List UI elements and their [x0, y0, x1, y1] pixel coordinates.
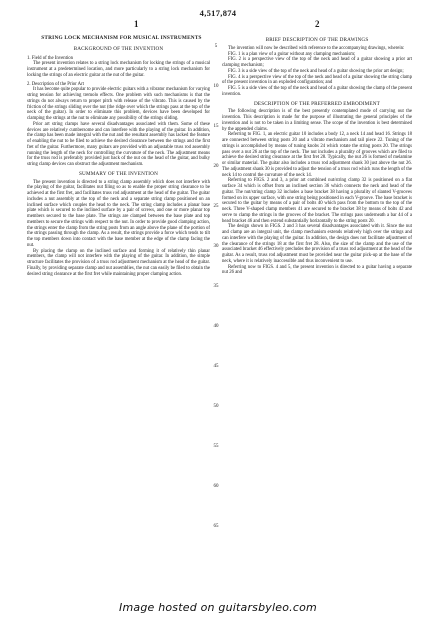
- watermark: Image hosted on guitarsbyleo.com: [119, 601, 317, 614]
- paragraph: The following description is of the best presently contemplated mode of carrying out the invention. This description is made for the purpose of illustrating the general principles of the invention and is not to be taken in a limiting sense. The scope of the invention is best determined by the appended claims.: [222, 109, 412, 132]
- line-number: 65: [213, 524, 219, 529]
- section-heading: DESCRIPTION OF THE PREFERRED EMBODIMENT: [254, 100, 380, 107]
- section-heading: BACKGROUND OF THE INVENTION: [73, 45, 164, 52]
- paragraph: FIG. 4 is a perspective view of the top of the neck and head of a guitar showing the string clamp of the present invention in an exploded configuration; and: [222, 74, 412, 86]
- paragraph: It has become quite popular to provide electric guitars with a vibrator mechanism for varying string tension for achieving tremolo effects. One problem with such mechanisms is that the strings do not always return to proper pitch with release of the vibrato. This is caused by the friction of the strings sliding over the nut (the ridge over which the strings pass at the top of the neck of the guitar). In order to eliminate this problem, devices have been developed for clamping the strings at the nut to eliminate any possibility of the strings sliding.: [27, 87, 211, 121]
- line-number: 50: [213, 404, 219, 409]
- subsection-heading: 2. Description of the Prior Art: [27, 81, 84, 87]
- line-number: 10: [213, 84, 219, 89]
- column-number-right: 2: [315, 19, 320, 29]
- line-number: 20: [213, 164, 219, 169]
- column-number-left: 1: [134, 19, 139, 29]
- paragraph: Referring to FIG. 1, an electric guitar 10 includes a body 12, a neck 14 and head 16. Strings 18 are connected between string posts 20 and a vibrato mechanism and tail piece 22. Tuning of the strings is accomplished by means of tuning knobs 24 which rotate the string posts 20. The strings pass over a nut 26 at the top of the neck. The nut includes a plurality of grooves which are filed to achieve the desired string clearance at the first fret 28. Typically, the nut 26 is formed of melamine or similar material. The guitar also includes a truss rod adjustment shank 30 just above the nut 26. The adjustment shank 30 is provided to adjust the tension of a truss rod which runs the length of the neck 14 to control the curvature of the neck 14.: [222, 132, 412, 178]
- section-heading: SUMMARY OF THE INVENTION: [79, 170, 158, 177]
- patent-number: 4,517,874: [199, 8, 237, 18]
- line-number: 35: [213, 284, 219, 289]
- line-number: 30: [213, 244, 219, 249]
- right-column: [222, 34, 412, 276]
- line-number: 45: [213, 364, 219, 369]
- line-number: 15: [213, 124, 219, 129]
- paragraph: FIG. 1 is a plan view of a guitar without any clamping mechanism;: [228, 51, 356, 57]
- paragraph: By placing the clamp on the inclined surface and forming it of relatively thin planar members, the clamp will not interfere with the playing of the guitar. In addition, the simple structure facilitates the provision of a truss rod adjustment mechanism at the head of the guitar. Finally, by providing separate clamp and nut assemblies, the nut can easily be filed to obtain the desired string clearance at the first fret while maintaining proper clamping action.: [27, 248, 210, 277]
- paragraph: The invention will now be described with reference to the accompanying drawings, wherein:: [228, 45, 405, 51]
- paragraph: The design shown in FIGS. 2 and 3 has several disadvantages associated with it. Since the nut and clamp are an integral unit, the clamp mechanism extends relatively high over the strings and can interfere with the playing of the guitar. In addition, the design does not facilitate adjustment of the clearance of the strings 18 at the first fret 28. Also, the size of the clamp and the use of the associated bracket 46 effectively precludes the provision of a truss rod adjustment at the head of the guitar. As a result, truss rod adjustment must be provided near the guitar pick-up at the base of the neck, where it is relatively inaccessible and thus inconvenient to use.: [222, 224, 412, 264]
- paragraph: The present invention is directed to a string clamp assembly which does not interfere with the playing of the guitar, facilitates nut filing so as to enable the proper string clearance to be achieved at the first fret, and facilitates truss rod adjustment at the head of the guitar. The guitar includes a nut assembly at the top of the neck and a separate string clamp positioned on an inclined surface which couples the head to the neck. The string clamp includes a planar base plate which is secured to the inclined surface by a pair of screws, and one or more planar top members secured to the base plate. The strings are clamped between the base plate and top members to secure the strings with respect to the nut. In order to provide good clamping action, the strings enter the clamp from the string posts from an angle above the plane of the portion of the strings passing through the clamp. As a result, the strings provide a force which tends to tilt the top members down into contact with the base member at the edge of the clamp facing the nut.: [27, 179, 210, 248]
- paragraph: FIG. 3 is a side view of the top of the neck and head of a guitar showing the prior art design;: [228, 68, 404, 74]
- line-number: 55: [213, 444, 219, 449]
- paragraph: FIG. 2 is a perspective view of the top of the neck and head of a guitar showing a prior art clamping mechanism;: [222, 57, 412, 68]
- subsection-heading: 1. Field of the Invention: [27, 55, 74, 61]
- paragraph: FIG. 5 is a side view of the top of the neck and head of a guitar showing the clamp of the present invention.: [222, 86, 413, 97]
- document-title: STRING LOCK MECHANISM FOR MUSICAL INSTRUMENTS: [41, 35, 202, 41]
- line-number: 25: [213, 204, 219, 209]
- paragraph: Prior art string clamps have several disadvantages associated with them. Some of these devices are relatively cumbersome and can interfere with the playing of the guitar. In addition, the clamp has been made integral with the nut and the resultant assembly has lacked the feature of enabling the nut to be filed to achieve the desired clearance between the strings and the first fret of the guitar. Furthermore, many guitars are provided with an adjustable truss rod assembly running the length of the neck for controlling the curvature of the neck. The adjustment means for the truss rod is preferably provided just back of the nut on the head of the guitar, and bulky string clamp devices can obstruct the adjustment mechanism.: [27, 121, 210, 167]
- paragraph: The present invention relates to a string lock mechanism for locking the strings of a musical instrument at a predetermined location, and more particularly to a string lock mechanism for locking the strings of an electric guitar at the nut of the guitar.: [27, 61, 210, 78]
- section-heading: BRIEF DESCRIPTION OF THE DRAWINGS: [265, 37, 369, 43]
- left-column: [27, 34, 210, 277]
- line-number: 5: [214, 44, 218, 49]
- paragraph: Referring now to FIGS. 4 and 5, the present invention is directed to a guitar having a separate nut 26 and: [222, 264, 412, 276]
- paragraph: Referring to FIGS. 2 and 3, a prior art combined nut/string clamp 32 is positioned on a flat surface 34 which is offset from an inclined section 36 which connects the neck and head of the guitar. The nut/string clamp 32 includes a base bracket 38 having a plurality of slanted V-grooves formed on its upper surface, with one string being positioned in each V-groove. The base bracket is secured to the guitar by means of a pair of bolts 40 which pass from the bottom to the top of the neck. Three V-shaped clamp members 41 are secured to the bracket 38 by means of bolts 42 and serve to clamp the strings in the grooves of the bracket. The strings pass underneath a bar 44 of a head bracket 46 and then extend substantially horizontally to the string posts 20.: [222, 178, 412, 224]
- line-number: 60: [213, 484, 219, 489]
- line-number: 40: [213, 324, 219, 329]
